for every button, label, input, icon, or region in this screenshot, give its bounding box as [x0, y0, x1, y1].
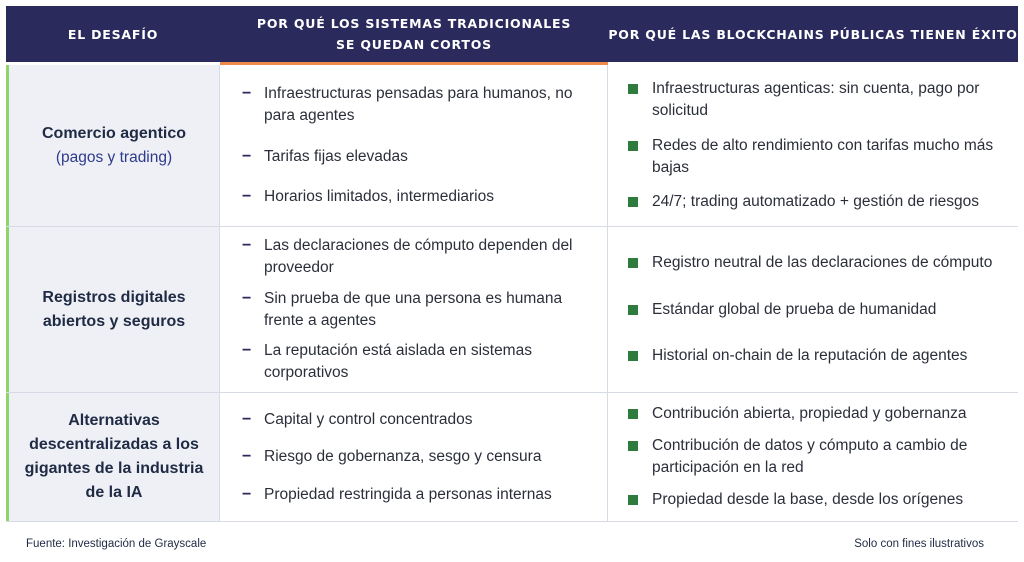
challenge-title: Registros digitales abiertos y seguros [42, 288, 186, 330]
list-item [628, 299, 1006, 321]
item-text: Propiedad desde la base, desde los orígenes [652, 491, 964, 508]
square-bullet-icon [628, 258, 638, 268]
dash-icon: − [242, 485, 252, 503]
list-item [242, 186, 595, 208]
dash-icon: − [242, 289, 252, 307]
square-bullet-icon [628, 84, 638, 94]
dash-icon: − [242, 237, 252, 255]
blockchain-cell [608, 227, 1018, 392]
header-challenge-label: EL DESAFÍO [67, 26, 159, 42]
list-item [628, 403, 1006, 425]
list-item [242, 484, 595, 506]
item-text: Riesgo de gobernanza, sesgo y censura [264, 448, 542, 465]
list-item [242, 340, 595, 384]
item-text: Propiedad restringida a personas internas [264, 485, 552, 503]
item-text: Infraestructuras agenticas: sin cuenta, pago por solicitud [652, 79, 980, 119]
header-challenge [6, 6, 220, 62]
list-item [242, 446, 595, 468]
disclaimer-note: Solo con fines ilustrativos [854, 538, 984, 550]
square-bullet-icon [628, 441, 638, 451]
item-text: Las declaraciones de cómputo dependen del proveedor [264, 237, 573, 277]
item-text: Contribución abierta, propiedad y gobernanza [652, 405, 967, 422]
table-row [6, 393, 1018, 522]
item-text: Infraestructuras pensadas para humanos, no para agentes [264, 85, 573, 125]
square-bullet-icon [628, 141, 638, 151]
list-item [628, 435, 1006, 479]
item-text: Estándar global de prueba de humanidad [652, 300, 937, 318]
item-text: Registro neutral de las declaraciones de cómputo [652, 253, 993, 271]
item-text: Sin prueba de que una persona es humana frente a agentes [264, 289, 563, 329]
dash-icon: − [242, 410, 252, 428]
list-item [242, 83, 595, 127]
list-item [242, 146, 595, 168]
square-bullet-icon [628, 197, 638, 207]
item-text: Horarios limitados, intermediarios [264, 187, 494, 205]
dash-icon: − [242, 187, 252, 205]
list-item [628, 252, 1006, 274]
blockchain-cell [608, 65, 1018, 226]
table-header [6, 6, 1018, 62]
square-bullet-icon [628, 495, 638, 505]
square-bullet-icon [628, 305, 638, 315]
header-traditional-line2: SE QUEDAN CORTOS [336, 37, 492, 52]
challenge-title: Alternativas descentralizadas a los gigantes de la industria de la IA [24, 412, 204, 501]
header-blockchain-label: POR QUÉ LAS BLOCKCHAINS PÚBLICAS TIENEN ÉXITO [608, 26, 1018, 42]
challenge-cell [6, 227, 220, 392]
list-item [628, 191, 1006, 213]
footer [0, 532, 1024, 562]
traditional-cell [220, 227, 608, 392]
item-text: Historial on-chain de la reputación de agentes [652, 347, 968, 365]
header-traditional-line1: POR QUÉ LOS SISTEMAS TRADICIONALES [256, 16, 572, 31]
item-text: Tarifas fijas elevadas [264, 147, 408, 165]
traditional-cell [220, 65, 608, 226]
challenge-cell [6, 393, 220, 521]
item-text: La reputación está aislada en sistemas corporativos [264, 341, 532, 381]
challenge-cell [6, 65, 220, 226]
list-item [628, 78, 1006, 122]
header-traditional [220, 6, 608, 62]
list-item [628, 135, 1006, 179]
header-blockchain [608, 6, 1018, 62]
dash-icon: − [242, 341, 252, 359]
list-item [242, 409, 595, 431]
list-item [242, 235, 595, 279]
list-item [628, 345, 1006, 367]
item-text: Contribución de datos y cómputo a cambio de participación en la red [652, 437, 968, 476]
blockchain-cell [608, 393, 1018, 521]
table-row [6, 227, 1018, 393]
square-bullet-icon [628, 409, 638, 419]
source-note: Fuente: Investigación de Grayscale [26, 538, 207, 550]
challenge-title: Comercio agentico [41, 124, 187, 142]
item-text: Capital y control concentrados [264, 410, 473, 428]
square-bullet-icon [628, 351, 638, 361]
comparison-table [6, 6, 1018, 522]
dash-icon: − [242, 147, 252, 165]
dash-icon: − [242, 448, 252, 465]
item-text: Redes de alto rendimiento con tarifas mucho más bajas [652, 136, 994, 176]
list-item [628, 489, 1006, 511]
item-text: 24/7; trading automatizado + gestión de riesgos [652, 193, 980, 211]
traditional-cell [220, 393, 608, 521]
table-row [6, 65, 1018, 227]
dash-icon: − [242, 85, 252, 103]
challenge-subtitle: (pagos y trading) [55, 148, 173, 166]
list-item [242, 288, 595, 332]
